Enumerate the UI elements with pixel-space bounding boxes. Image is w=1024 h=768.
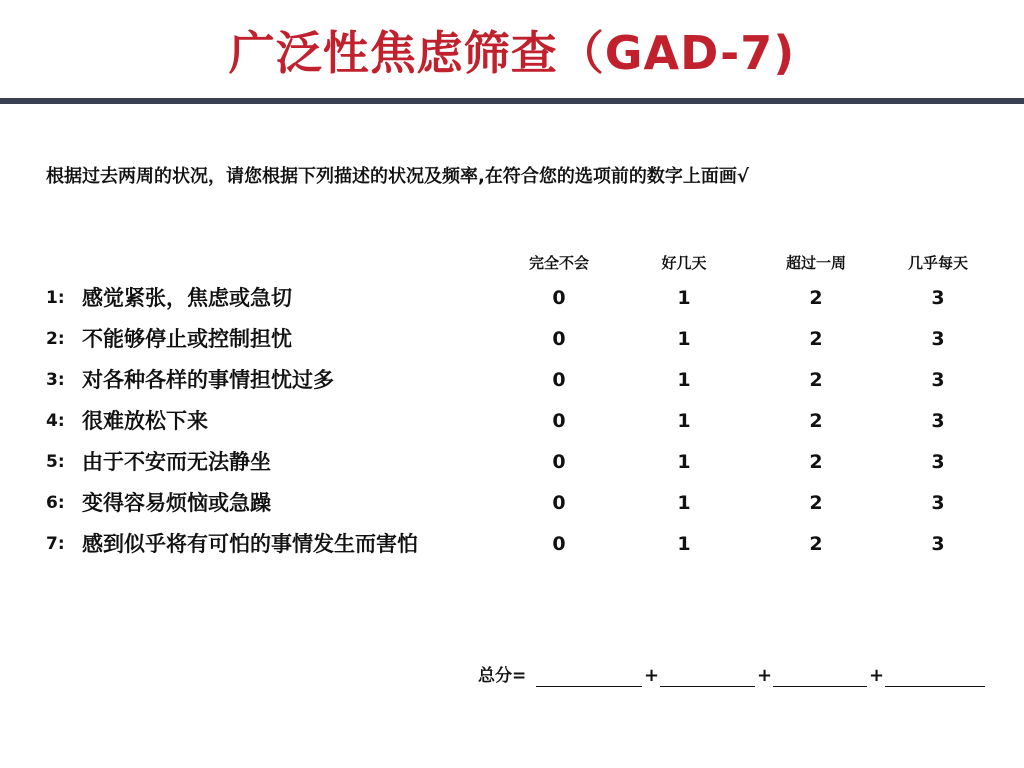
score-option-0[interactable]: 0 [552, 369, 566, 391]
score-option-2[interactable]: 2 [809, 369, 823, 391]
question-number: 2: [46, 329, 65, 349]
total-blank-4[interactable] [885, 686, 985, 687]
score-option-3[interactable]: 3 [931, 287, 945, 309]
score-option-1[interactable]: 1 [677, 533, 691, 555]
score-option-2[interactable]: 2 [809, 328, 823, 350]
question-number: 3: [46, 370, 65, 390]
total-blank-3[interactable] [773, 686, 867, 687]
column-header-not-at-all: 完全不会 [528, 254, 589, 272]
plus-sign: + [644, 665, 660, 686]
question-number: 6: [46, 493, 65, 513]
question-text: 变得容易烦恼或急躁 [82, 491, 271, 515]
total-score-label: 总分= [478, 666, 527, 686]
total-score-row [0, 662, 1024, 690]
score-option-0[interactable]: 0 [552, 492, 566, 514]
question-number: 4: [46, 411, 65, 431]
score-option-1[interactable]: 1 [677, 369, 691, 391]
question-row [0, 324, 1024, 354]
question-row [0, 529, 1024, 559]
total-blank-1[interactable] [536, 686, 642, 687]
question-row [0, 283, 1024, 313]
score-option-0[interactable]: 0 [552, 328, 566, 350]
score-option-0[interactable]: 0 [552, 451, 566, 473]
column-header-over-a-week: 超过一周 [785, 254, 846, 272]
question-text: 由于不安而无法静坐 [82, 450, 271, 474]
score-option-0[interactable]: 0 [552, 287, 566, 309]
score-option-0[interactable]: 0 [552, 410, 566, 432]
score-option-1[interactable]: 1 [677, 287, 691, 309]
instruction-text: 根据过去两周的状况，请您根据下列描述的状况及频率,在符合您的选项前的数字上面画√ [46, 166, 749, 187]
title-divider [0, 98, 1024, 104]
score-option-3[interactable]: 3 [931, 533, 945, 555]
score-option-1[interactable]: 1 [677, 410, 691, 432]
score-option-3[interactable]: 3 [931, 492, 945, 514]
score-option-2[interactable]: 2 [809, 287, 823, 309]
plus-sign: + [757, 665, 773, 686]
score-option-1[interactable]: 1 [677, 328, 691, 350]
question-text: 对各种各样的事情担忧过多 [82, 368, 334, 392]
question-row [0, 365, 1024, 395]
column-header-several-days: 好几天 [661, 254, 707, 272]
score-option-2[interactable]: 2 [809, 492, 823, 514]
question-text: 很难放松下来 [82, 409, 208, 433]
page-title: 广泛性焦虑筛查（GAD-7) [228, 26, 796, 80]
score-option-0[interactable]: 0 [552, 533, 566, 555]
score-option-2[interactable]: 2 [809, 410, 823, 432]
question-text: 感觉紧张，焦虑或急切 [82, 286, 292, 310]
question-row [0, 447, 1024, 477]
plus-sign: + [869, 665, 885, 686]
question-number: 5: [46, 452, 65, 472]
score-option-1[interactable]: 1 [677, 451, 691, 473]
question-row [0, 488, 1024, 518]
score-option-2[interactable]: 2 [809, 533, 823, 555]
score-option-3[interactable]: 3 [931, 451, 945, 473]
question-row [0, 406, 1024, 436]
score-option-1[interactable]: 1 [677, 492, 691, 514]
question-text: 感到似乎将有可怕的事情发生而害怕 [82, 532, 418, 556]
score-option-3[interactable]: 3 [931, 410, 945, 432]
score-option-2[interactable]: 2 [809, 451, 823, 473]
question-text: 不能够停止或控制担忧 [82, 327, 292, 351]
score-option-3[interactable]: 3 [931, 369, 945, 391]
question-number: 1: [46, 288, 65, 308]
total-blank-2[interactable] [660, 686, 755, 687]
column-header-nearly-every-day: 几乎每天 [907, 254, 968, 272]
score-option-3[interactable]: 3 [931, 328, 945, 350]
question-number: 7: [46, 534, 65, 554]
